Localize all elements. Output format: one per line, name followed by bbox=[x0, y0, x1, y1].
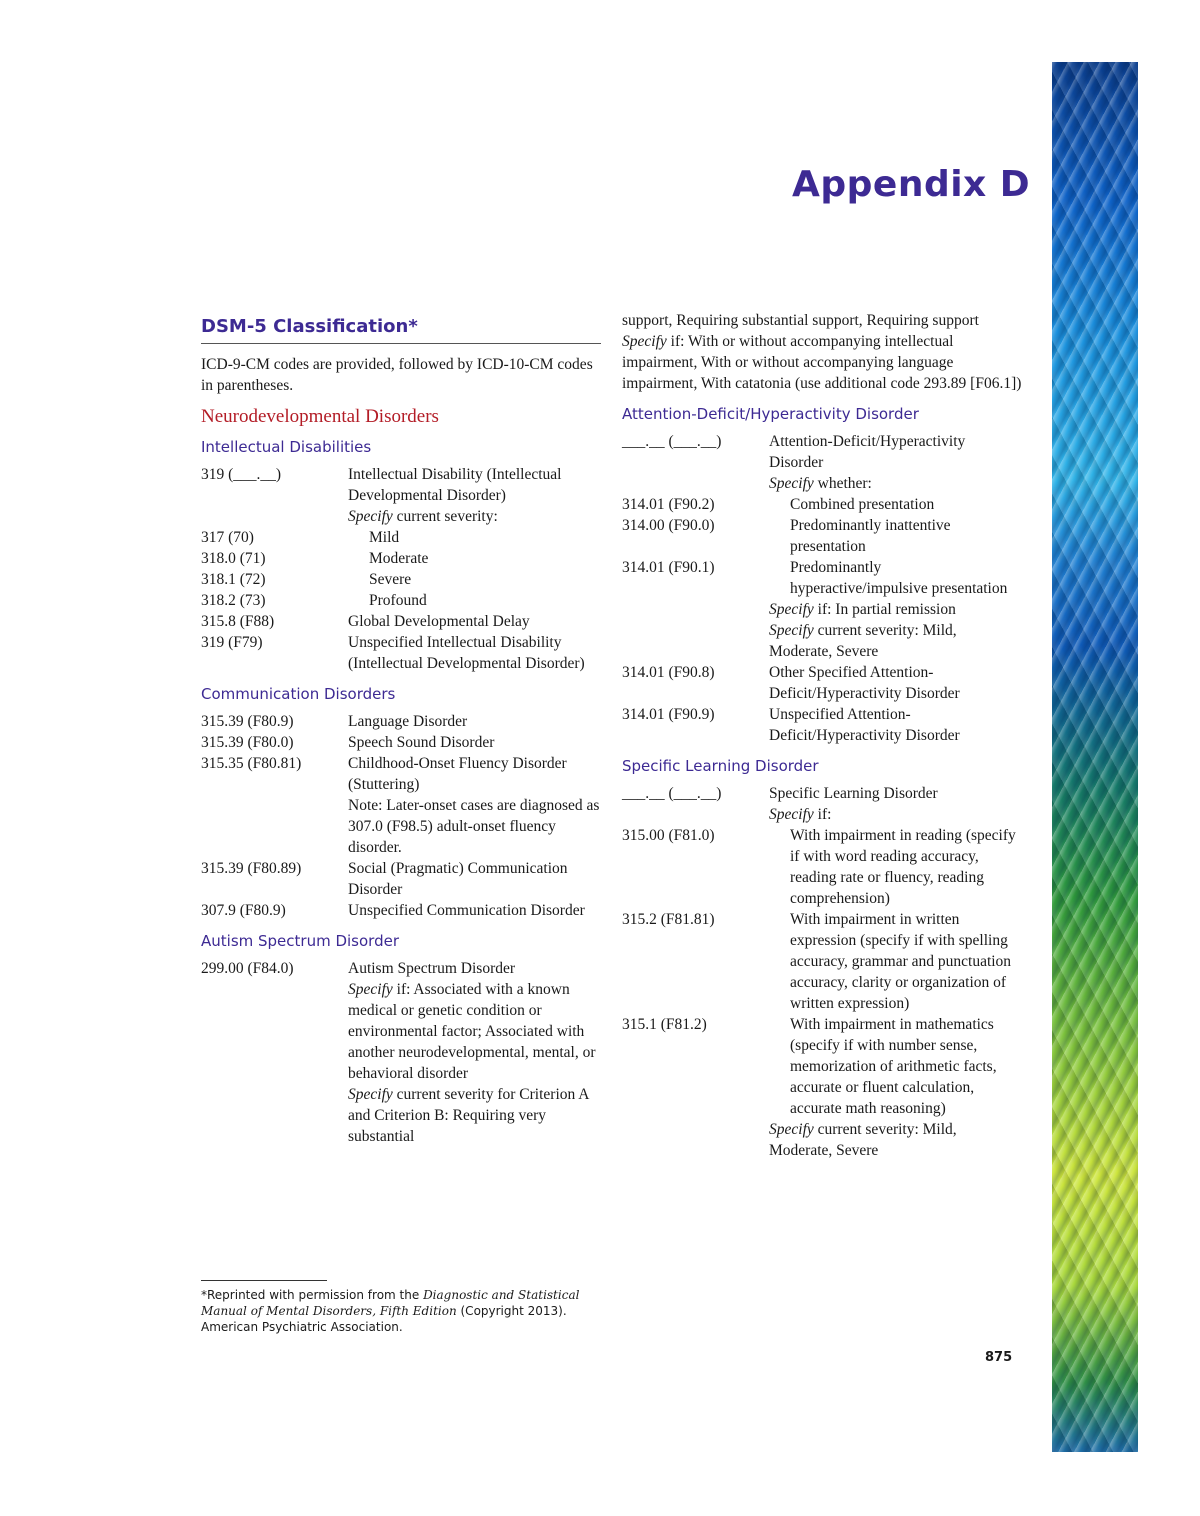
specify-label: Specify bbox=[769, 622, 814, 639]
description-text: Social (Pragmatic) Communication Disorder bbox=[348, 860, 568, 898]
description-text: support, Requiring substantial support, Requiring support bbox=[622, 312, 979, 329]
diagnosis-code: 315.39 (F80.89) bbox=[201, 860, 302, 877]
description-text: Unspecified Attention-Deficit/Hyperactivity Disorder bbox=[769, 706, 960, 744]
description-text: Note: Later-onset cases are diagnosed as 307.0 (F98.5) adult-onset fluency disorder. bbox=[348, 797, 600, 856]
description-text: Combined presentation bbox=[790, 496, 935, 513]
diagnosis-description bbox=[348, 753, 601, 795]
diagnosis-description bbox=[348, 900, 601, 921]
specify-label: Specify bbox=[348, 981, 393, 998]
specify-label: Specify bbox=[769, 601, 814, 618]
diagnosis-code: 318.0 (71) bbox=[201, 550, 266, 567]
autism-list bbox=[201, 958, 601, 1147]
description-text: Unspecified Intellectual Disability (Intellectual Developmental Disorder) bbox=[348, 634, 585, 672]
diagnosis-code: 315.8 (F88) bbox=[201, 613, 275, 630]
description-text: Unspecified Communication Disorder bbox=[348, 902, 585, 919]
footnote-text-post: (Copyright 2013). American Psychiatric Association. bbox=[201, 1304, 567, 1334]
diagnosis-description bbox=[348, 527, 601, 548]
description-text: With impairment in reading (specify if with word reading accuracy, reading rate or fluency, reading comprehension) bbox=[790, 827, 1016, 907]
entry-row bbox=[201, 858, 601, 900]
diagnosis-code: ___.__ (___.__) bbox=[622, 433, 722, 450]
description-text: Other Specified Attention-Deficit/Hyperactivity Disorder bbox=[769, 664, 960, 702]
entry-row bbox=[201, 527, 601, 548]
entry-row bbox=[622, 599, 1022, 620]
diagnosis-code: 314.01 (F90.9) bbox=[622, 706, 715, 723]
entry-row bbox=[622, 620, 1022, 662]
description-text: Predominantly inattentive presentation bbox=[790, 517, 951, 555]
entry-row bbox=[201, 900, 601, 921]
specify-label: Specify bbox=[348, 1086, 393, 1103]
intellectual-list bbox=[201, 464, 601, 674]
diagnosis-description bbox=[769, 620, 1022, 662]
entry-row bbox=[622, 804, 1022, 825]
diagnosis-code bbox=[201, 506, 348, 527]
diagnosis-description bbox=[769, 431, 1022, 473]
entry-row bbox=[622, 1014, 1022, 1119]
entry-row bbox=[201, 732, 601, 753]
diagnosis-description bbox=[769, 783, 1022, 804]
diagnosis-description bbox=[348, 732, 601, 753]
entry-row bbox=[622, 557, 1022, 599]
diagnosis-code: ___.__ (___.__) bbox=[622, 785, 722, 802]
specify-label: Specify bbox=[769, 475, 814, 492]
description-text: current severity: bbox=[396, 508, 498, 525]
page-number: 875 bbox=[985, 1350, 1013, 1365]
left-column bbox=[201, 310, 601, 1147]
diagnosis-code bbox=[622, 599, 769, 620]
entry-row bbox=[622, 783, 1022, 804]
diagnosis-description bbox=[769, 473, 1022, 494]
description-text: Attention-Deficit/Hyperactivity Disorder bbox=[769, 433, 966, 471]
description-text: Specific Learning Disorder bbox=[769, 785, 938, 802]
diagnosis-description bbox=[348, 979, 601, 1084]
diagnosis-description bbox=[769, 662, 1022, 704]
description-text: if: Associated with a known medical or genetic condition or environmental factor; Associated with another neurodevelopmental, mental, or behavioral disorder bbox=[348, 981, 596, 1082]
diagnosis-description bbox=[769, 909, 1022, 1014]
diagnosis-description bbox=[348, 858, 601, 900]
entry-row bbox=[201, 548, 601, 569]
description-text: With impairment in mathematics (specify if with number sense, memorization of arithmetic facts, accurate or fluent calculation, accurate math reasoning) bbox=[790, 1016, 997, 1117]
entry-row bbox=[622, 431, 1022, 473]
entry-row bbox=[622, 1119, 1022, 1161]
diagnosis-code: 314.01 (F90.1) bbox=[622, 559, 715, 576]
entry-row bbox=[622, 515, 1022, 557]
description-text: Language Disorder bbox=[348, 713, 468, 730]
diagnosis-code: 314.01 (F90.2) bbox=[622, 496, 715, 513]
entry-row bbox=[201, 958, 601, 979]
diagnosis-code bbox=[622, 620, 769, 662]
diagnosis-description bbox=[348, 569, 601, 590]
subsection-intellectual: Intellectual Disabilities bbox=[201, 438, 372, 456]
sld-list bbox=[622, 783, 1022, 1161]
diagnosis-code: 318.1 (72) bbox=[201, 571, 266, 588]
diagnosis-description bbox=[348, 711, 601, 732]
entry-row bbox=[622, 473, 1022, 494]
description-text: Intellectual Disability (Intellectual Developmental Disorder) bbox=[348, 466, 562, 504]
diagnosis-description bbox=[769, 515, 1022, 557]
diagnosis-description bbox=[348, 632, 601, 674]
description-text: Profound bbox=[369, 592, 427, 609]
diagnosis-description bbox=[348, 795, 601, 858]
entry-row bbox=[201, 753, 601, 795]
entry-row bbox=[201, 711, 601, 732]
description-text: Severe bbox=[369, 571, 412, 588]
communication-list bbox=[201, 711, 601, 921]
entry-row bbox=[201, 590, 601, 611]
entry-row bbox=[622, 662, 1022, 704]
diagnosis-code: 315.35 (F80.81) bbox=[201, 755, 302, 772]
autism-continued-list bbox=[622, 310, 1022, 394]
subsection-adhd: Attention-Deficit/Hyperactivity Disorder bbox=[622, 405, 919, 423]
diagnosis-code: 319 (___.__) bbox=[201, 466, 282, 483]
intro-text: ICD-9-CM codes are provided, followed by ICD-10-CM codes in parentheses. bbox=[201, 356, 593, 394]
subsection-autism: Autism Spectrum Disorder bbox=[201, 932, 399, 950]
footnote-rule bbox=[201, 1280, 327, 1281]
diagnosis-code: 318.2 (73) bbox=[201, 592, 266, 609]
entry-row bbox=[622, 909, 1022, 1014]
diagnosis-code bbox=[201, 979, 348, 1084]
entry-row bbox=[622, 331, 1022, 394]
diagnosis-description bbox=[348, 1084, 601, 1147]
diagnosis-code: 315.39 (F80.9) bbox=[201, 713, 294, 730]
entry-row bbox=[622, 704, 1022, 746]
diagnosis-code: 317 (70) bbox=[201, 529, 254, 546]
entry-row bbox=[201, 632, 601, 674]
diagnosis-description bbox=[769, 1014, 1022, 1119]
description-text: Predominantly hyperactive/impulsive presentation bbox=[790, 559, 1008, 597]
description-text: if: With or without accompanying intellectual impairment, With or without accompanying language impairment, With catatonia (use additional code 293.89 [F06.1]) bbox=[622, 333, 1022, 392]
diagnosis-code: 315.1 (F81.2) bbox=[622, 1016, 707, 1033]
diagnosis-code: 319 (F79) bbox=[201, 634, 263, 651]
description-text: With impairment in written expression (specify if with spelling accuracy, grammar and punctuation accuracy, clarity or organization of written expression) bbox=[790, 911, 1012, 1012]
description-text: Moderate bbox=[369, 550, 429, 567]
description-text: Childhood-Onset Fluency Disorder (Stuttering) bbox=[348, 755, 567, 793]
description-text: current severity: Mild, Moderate, Severe bbox=[769, 1121, 957, 1159]
diagnosis-code bbox=[622, 473, 769, 494]
diagnosis-description bbox=[769, 825, 1022, 909]
entry-row bbox=[201, 795, 601, 858]
diagnosis-description bbox=[769, 704, 1022, 746]
diagnosis-description bbox=[348, 506, 601, 527]
footnote-source-title: Diagnostic and Statistical Manual of Mental Disorders, Fifth Edition bbox=[201, 1288, 580, 1318]
description-text: whether: bbox=[817, 475, 872, 492]
description-text: Autism Spectrum Disorder bbox=[348, 960, 516, 977]
diagnosis-description bbox=[769, 599, 1022, 620]
diagnosis-code bbox=[201, 1084, 348, 1147]
specify-label: Specify bbox=[622, 333, 667, 350]
description-text: current severity: Mild, Moderate, Severe bbox=[769, 622, 957, 660]
specify-label: Specify bbox=[348, 508, 393, 525]
description-text: Mild bbox=[369, 529, 400, 546]
diagnosis-code bbox=[622, 1119, 769, 1161]
entry-row bbox=[201, 1084, 601, 1147]
diagnosis-description bbox=[769, 494, 1022, 515]
description-text: Speech Sound Disorder bbox=[348, 734, 495, 751]
diagnosis-description bbox=[622, 310, 1022, 331]
diagnosis-code: 299.00 (F84.0) bbox=[201, 960, 294, 977]
footnote bbox=[201, 1280, 601, 1335]
appendix-title: Appendix D bbox=[792, 164, 1031, 205]
adhd-list bbox=[622, 431, 1022, 746]
entry-row bbox=[201, 464, 601, 506]
entry-row bbox=[622, 494, 1022, 515]
right-column bbox=[622, 310, 1022, 1161]
description-text: if: In partial remission bbox=[817, 601, 956, 618]
diagnosis-description bbox=[348, 611, 601, 632]
diagnosis-description bbox=[348, 464, 601, 506]
diagnosis-code: 314.01 (F90.8) bbox=[622, 664, 715, 681]
diagnosis-description bbox=[622, 331, 1022, 394]
diagnosis-code bbox=[622, 804, 769, 825]
diagnosis-code: 315.00 (F81.0) bbox=[622, 827, 715, 844]
entry-row bbox=[201, 979, 601, 1084]
entry-row bbox=[622, 310, 1022, 331]
diagnosis-description bbox=[348, 548, 601, 569]
subsection-sld: Specific Learning Disorder bbox=[622, 757, 819, 775]
diagnosis-description bbox=[769, 804, 1022, 825]
section-title: Neurodevelopmental Disorders bbox=[201, 406, 439, 427]
diagnosis-description bbox=[769, 557, 1022, 599]
diagnosis-code bbox=[201, 795, 348, 858]
description-text: if: bbox=[817, 806, 832, 823]
entry-row bbox=[622, 825, 1022, 909]
diagnosis-code: 307.9 (F80.9) bbox=[201, 902, 286, 919]
entry-row bbox=[201, 506, 601, 527]
subsection-communication: Communication Disorders bbox=[201, 685, 396, 703]
diagnosis-code: 314.00 (F90.0) bbox=[622, 517, 715, 534]
diagnosis-code: 315.39 (F80.0) bbox=[201, 734, 294, 751]
description-text: Global Developmental Delay bbox=[348, 613, 530, 630]
entry-row bbox=[201, 611, 601, 632]
footnote-text-pre: *Reprinted with permission from the bbox=[201, 1288, 424, 1302]
diagnosis-code: 315.2 (F81.81) bbox=[622, 911, 715, 928]
classification-title: DSM-5 Classification* bbox=[201, 310, 601, 344]
diagnosis-description bbox=[348, 590, 601, 611]
entry-row bbox=[201, 569, 601, 590]
diagnosis-description bbox=[348, 958, 601, 979]
description-text: current severity for Criterion A and Criterion B: Requiring very substantial bbox=[348, 1086, 589, 1145]
specify-label: Specify bbox=[769, 806, 814, 823]
decorative-side-band bbox=[1052, 62, 1138, 1452]
specify-label: Specify bbox=[769, 1121, 814, 1138]
diagnosis-description bbox=[769, 1119, 1022, 1161]
